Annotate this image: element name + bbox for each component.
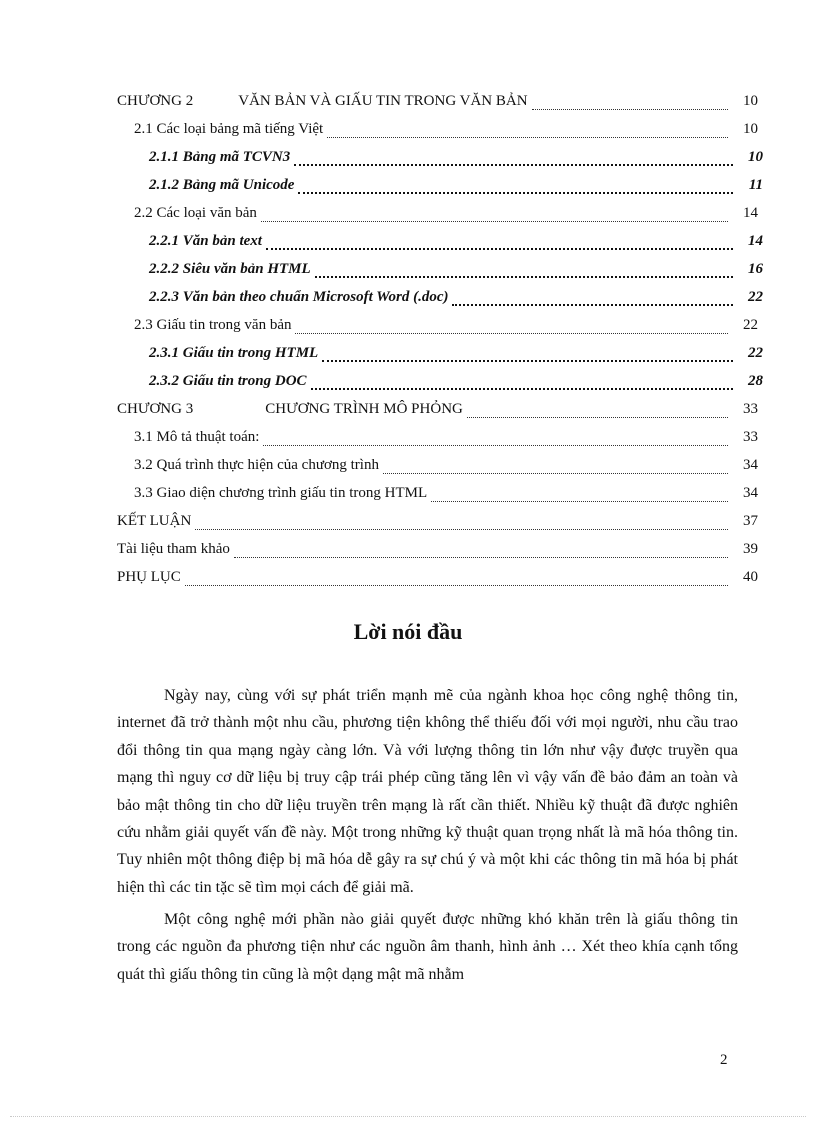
toc-entry-page: 14 — [743, 205, 758, 221]
toc-leader-dots — [263, 445, 728, 446]
toc-entry-label: 2.2 Các loại văn bản — [134, 205, 257, 221]
toc-entry-page: 14 — [748, 233, 763, 249]
toc-entry-2-2-1[interactable] — [149, 233, 763, 255]
toc-entry-page: 11 — [748, 177, 763, 193]
toc-entry-page: 33 — [743, 429, 758, 445]
toc-entry-2-1-2[interactable] — [149, 177, 763, 199]
toc-entry-2-3-1[interactable] — [149, 345, 763, 367]
toc-entry-page: 10 — [743, 121, 758, 137]
toc-entry-page: 28 — [748, 373, 763, 389]
toc-entry-page: 34 — [743, 457, 758, 473]
toc-entry-title: VĂN BẢN VÀ GIẤU TIN TRONG VĂN BẢN — [238, 93, 528, 109]
toc-entry-2-3[interactable] — [134, 317, 758, 339]
toc-leader-dots — [322, 360, 733, 362]
toc-leader-dots — [327, 137, 728, 138]
preface-title: Lời nói đầu — [353, 619, 463, 644]
toc-entry-label: KẾT LUẬN — [117, 513, 192, 529]
toc-entry-page: 33 — [743, 401, 758, 417]
toc-entry-3-2[interactable] — [134, 457, 758, 479]
toc-leader-dots — [261, 221, 728, 222]
toc-entry-label: 2.1.1 Bảng mã TCVN3 — [149, 149, 291, 165]
toc-entry-title: CHƯƠNG TRÌNH MÔ PHỎNG — [265, 401, 463, 417]
toc-leader-dots — [295, 333, 728, 334]
preface-paragraph-1: Ngày nay, cùng với sự phát triển mạnh mẽ của ngành khoa học công nghệ thông tin, internet đã trở thành một nhu cầu, phương tiện không thể thiếu đối với mọi người, nhu cầu trao đổi thông tin qua mạng ngày càng lớn. Và với lượng thông tin lớn như vậy được truyền qua mạng thì nguy cơ dữ liệu bị truy cập trái phép cũng tăng lên vì vậy vấn đề bảo đảm an toàn và bảo mật thông tin cho dữ liệu truyền trên mạng là rất cần thiết. Nhiều kỹ thuật đã được nghiên cứu nhằm giải quyết vấn đề này. Một trong những kỹ thuật quan trọng nhất là mã hóa thông tin. Tuy nhiên một thông điệp bị mã hóa dễ gây ra sự chú ý và một khi các thông tin mã hóa bị phát hiện thì các tin tặc sẽ tìm mọi cách để giải mã. — [117, 687, 738, 896]
toc-entry-3-1[interactable] — [134, 429, 758, 451]
toc-entry-2-3-2[interactable] — [149, 373, 763, 395]
toc-entry-label: 2.3.2 Giấu tin trong DOC — [149, 373, 307, 389]
toc-entry-2-2[interactable] — [134, 205, 758, 227]
toc-entry-page: 39 — [743, 541, 758, 557]
toc-entry-page: 16 — [748, 261, 763, 277]
toc-entry-page: 22 — [748, 289, 763, 305]
page-bottom-divider — [10, 1116, 806, 1117]
toc-entry-2-1-1[interactable] — [149, 149, 763, 171]
toc-entry-label: 3.1 Mô tả thuật toán: — [134, 429, 260, 445]
toc-entry-chapter-2[interactable] — [117, 93, 758, 115]
page-number: 2 — [720, 1052, 728, 1068]
toc-leader-dots — [315, 276, 733, 278]
toc-entry-appendix[interactable] — [117, 569, 758, 591]
toc-entry-label: Tài liệu tham khảo — [117, 541, 230, 557]
toc-entry-label: CHƯƠNG 2 — [117, 93, 194, 109]
toc-leader-dots — [266, 248, 733, 250]
toc-leader-dots — [452, 304, 733, 306]
toc-leader-dots — [195, 529, 728, 530]
toc-entry-label: 2.3 Giấu tin trong văn bản — [134, 317, 292, 333]
toc-entry-label: 2.2.1 Văn bản text — [149, 233, 262, 249]
toc-entry-2-1[interactable] — [134, 121, 758, 143]
toc-leader-dots — [467, 417, 728, 418]
toc-leader-dots — [383, 473, 728, 474]
toc-entry-label: 2.3.1 Giấu tin trong HTML — [149, 345, 319, 361]
toc-entry-3-3[interactable] — [134, 485, 758, 507]
toc-entry-page: 10 — [748, 149, 763, 165]
toc-leader-dots — [234, 557, 728, 558]
toc-entry-page: 34 — [743, 485, 758, 501]
toc-entry-chapter-3[interactable] — [117, 401, 758, 423]
toc-entry-page: 40 — [743, 569, 758, 585]
toc-entry-page: 22 — [743, 317, 758, 333]
toc-entry-page: 37 — [743, 513, 758, 529]
toc-leader-dots — [185, 585, 728, 586]
toc-entry-2-2-3[interactable] — [149, 289, 763, 311]
toc-leader-dots — [294, 164, 733, 166]
toc-leader-dots — [532, 109, 728, 110]
toc-leader-dots — [431, 501, 728, 502]
toc-leader-dots — [311, 388, 733, 390]
toc-entry-label: 2.1.2 Bảng mã Unicode — [149, 177, 295, 193]
toc-entry-label: PHỤ LỤC — [117, 569, 181, 585]
preface-paragraph-2: Một công nghệ mới phần nào giải quyết được những khó khăn trên là giấu thông tin trong các nguồn đa phương tiện như các nguồn âm thanh, hình ảnh … Xét theo khía cạnh tổng quát thì giấu thông tin cũng là một dạng mật mã nhằm — [117, 911, 738, 983]
toc-entry-page: 10 — [743, 93, 758, 109]
toc-entry-label: 2.2.3 Văn bản theo chuẩn Microsoft Word (.doc) — [149, 289, 449, 305]
toc-entry-2-2-2[interactable] — [149, 261, 763, 283]
toc-entry-label: CHƯƠNG 3 — [117, 401, 194, 417]
toc-entry-label: 3.2 Quá trình thực hiện của chương trình — [134, 457, 379, 473]
toc-leader-dots — [298, 192, 733, 194]
toc-entry-conclusion[interactable] — [117, 513, 758, 535]
toc-entry-label: 2.2.2 Siêu văn bản HTML — [149, 261, 311, 277]
toc-entry-references[interactable] — [117, 541, 758, 563]
toc-entry-label: 3.3 Giao diện chương trình giấu tin trong HTML — [134, 485, 428, 501]
toc-entry-label: 2.1 Các loại bảng mã tiếng Việt — [134, 121, 324, 137]
toc-entry-page: 22 — [748, 345, 763, 361]
